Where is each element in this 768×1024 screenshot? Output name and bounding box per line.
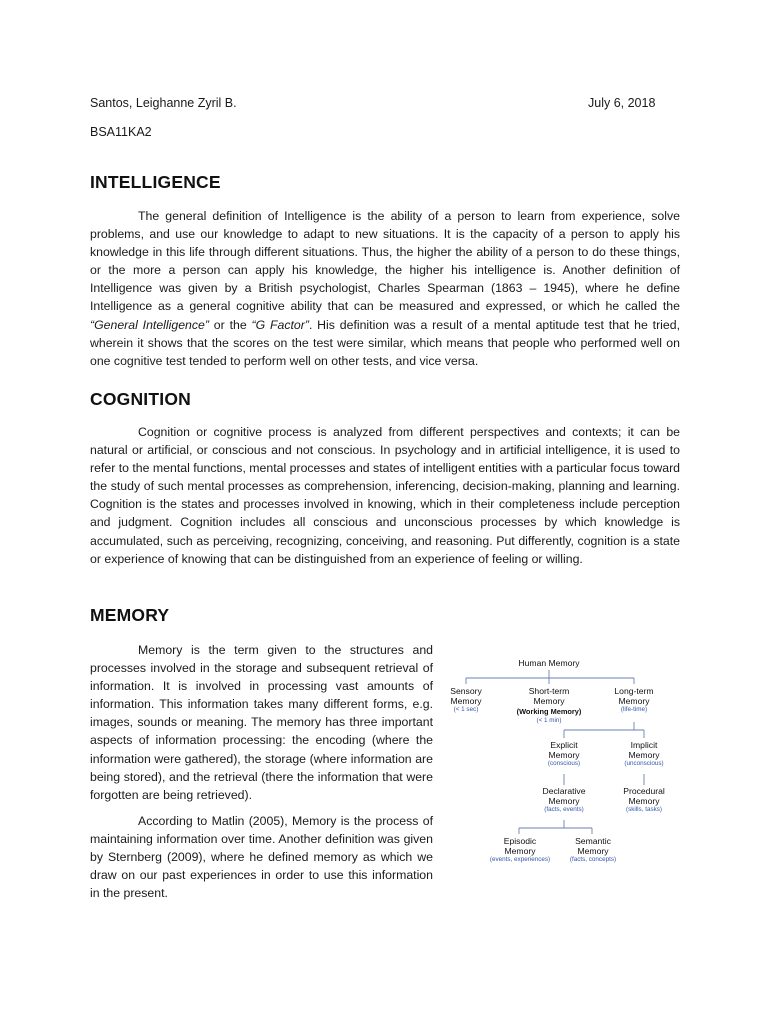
author-name: Santos, Leighanne Zyril B. [90,96,237,110]
declarative-memory-note: (facts, events) [544,806,584,813]
long-term-memory-note: (life-time) [620,706,648,713]
procedural-memory-node [612,786,676,814]
short-term-memory-node [504,686,594,725]
memory-heading: MEMORY [90,605,170,625]
sensory-memory-line1: Sensory [450,686,482,696]
short-term-memory-line2: Memory [533,696,565,706]
implicit-memory-note: (unconscious) [624,760,664,767]
episodic-memory-line1: Episodic [503,836,537,846]
sensory-memory-note: (< 1 sec) [453,706,479,713]
semantic-memory-line2: Memory [577,846,609,856]
procedural-memory-line2: Memory [628,796,660,806]
explicit-memory-line1: Explicit [550,740,578,750]
memory-paragraph-2: According to Matlin (2005), Memory is the process of maintaining information over time. Another definition was given by Sternberg (2009), where he defined memory as which we draw on our past experiences in order to use this information in the present. [90,814,433,901]
short-term-memory-note: (< 1 min) [536,717,562,724]
human-memory-diagram [444,650,684,872]
declarative-memory-node [528,786,600,814]
human-memory-label: Human Memory [518,658,580,668]
intelligence-text-a: The general definition of Intelligence is the ability of a person to learn from experience, solve problems, and use our knowledge to adapt to new situations. It is the capacity of a person to apply his knowledge in this life through different situations. Thus, the higher the ability of a person to do these things, or the more a person can apply his knowledge, the higher his intelligence is. Another definition of Intelligence was given by a British psychologist, Charles Spearman (1863 – 1945), where he define Intelligence as a general cognitive ability that can be measured and expressed, or which he called the [90,209,680,314]
long-term-memory-line2: Memory [618,696,650,706]
short-term-memory-line1: Short-term [528,686,570,696]
cognition-paragraph: Cognition or cognitive process is analyzed from different perspectives and contexts; it can be natural or artificial, or conscious and not conscious. In psychology and in artificial intelligence, it is used to refer to the mental functions, mental processes and states of intelligent entities with a particular focus toward the study of such mental processes as comprehension, inferencing, decision-making, planning and learning. Cognition is the states and processes involved in knowing, which in their completeness include perception and judgment. Cognition includes all conscious and unconscious processes by which knowledge is accumulated, such as perceiving, recognizing, conceiving, and reasoning. Put differently, cognition is a state or experience of knowing that can be distinguished from an experience of feeling or willing. [90,425,680,566]
long-term-memory-line1: Long-term [614,686,654,696]
declarative-memory-line2: Memory [548,796,580,806]
episodic-memory-note: (events, experiences) [489,856,551,863]
episodic-memory-node [482,836,558,864]
general-intelligence-term: “General Intelligence” [90,317,209,332]
semantic-memory-line1: Semantic [575,836,611,846]
intelligence-text-c: . His definition was a result of a mental aptitude test that he tried, wherein it shows that the scores on the test were similar, which means that people who performed well on one cognitive test tended to perform well on other tests, and vice versa. [90,317,680,368]
intelligence-heading: INTELLIGENCE [90,172,221,192]
implicit-memory-line1: Implicit [630,740,658,750]
g-factor-term: “G Factor” [251,317,309,332]
procedural-memory-note: (skills, tasks) [625,806,663,813]
document-date: July 6, 2018 [588,96,656,110]
procedural-memory-line1: Procedural [623,786,665,796]
sensory-memory-line2: Memory [450,696,482,706]
explicit-memory-note: (conscious) [547,760,581,767]
memory-paragraph-1: Memory is the term given to the structures and processes involved in the storage and subsequent retrieval of information. It is involved in processing vast amounts of information. This information takes many different forms, e.g. images, sounds or meaning. The memory has three important aspects of information processing: the encoding (where the information were gathered), the storage (where information are being stored), and the retrieval (there the information that were forgotten are being retrieved). [90,643,433,802]
long-term-memory-node [599,686,669,714]
working-memory-label: (Working Memory) [516,707,582,716]
sensory-memory-node [438,686,494,714]
semantic-memory-node [560,836,626,864]
semantic-memory-note: (facts, concepts) [569,856,617,863]
intelligence-text-b: or the [208,317,252,332]
declarative-memory-line1: Declarative [542,786,586,796]
explicit-memory-node [532,740,596,768]
implicit-memory-line2: Memory [628,750,660,760]
implicit-memory-node [612,740,676,768]
section-code: BSA11KA2 [90,125,152,139]
explicit-memory-line2: Memory [548,750,580,760]
human-memory-node [504,658,594,668]
cognition-heading: COGNITION [90,389,191,409]
episodic-memory-line2: Memory [504,846,536,856]
intelligence-paragraph [90,207,680,370]
